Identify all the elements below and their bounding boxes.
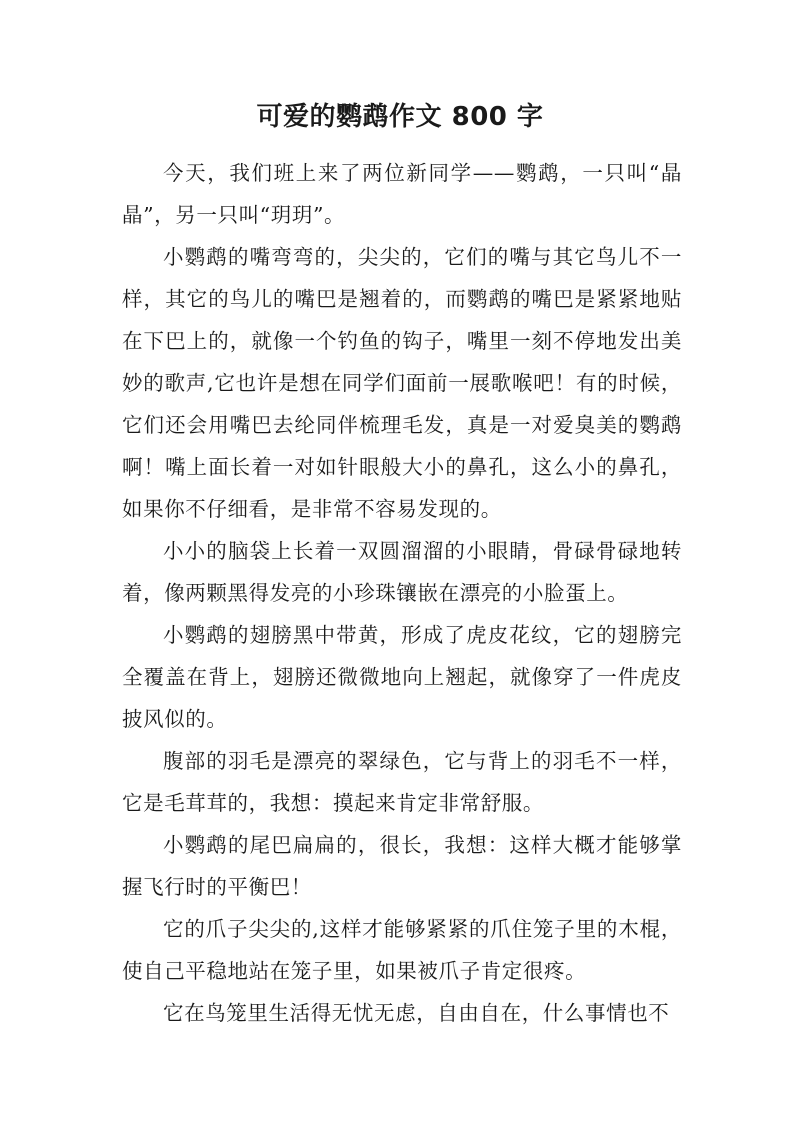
paragraph: 腹部的羽毛是漂亮的翠绿色，它与背上的羽毛不一样，它是毛茸茸的，我想：摸起来肯定非常舒服。 [122, 749, 682, 815]
paragraph: 今天，我们班上来了两位新同学——鹦鹉，一只叫“晶晶”，另一只叫“玥玥”。 [122, 161, 682, 227]
paragraph: 小鹦鹉的嘴弯弯的，尖尖的，它们的嘴与其它鸟儿不一样，其它的鸟儿的嘴巴是翘着的，而鹦鹉的嘴巴是紧紧地贴在下巴上的，就像一个钓鱼的钩子，嘴里一刻不停地发出美妙的歌声,它也许是想在同学们面前一展歌喉吧！有的时候，它们还会用嘴巴去纶同伴梳理毛发，真是一对爱臭美的鹦鹉啊！嘴上面长着一对如针眼般大小的鼻孔，这么小的鼻孔，如果你不仔细看，是非常不容易发现的。 [122, 245, 682, 521]
document-body [122, 152, 682, 1131]
paragraph: 小鹦鹉的翅膀黑中带黄，形成了虎皮花纹，它的翅膀完全覆盖在背上，翅膀还微微地向上翘起，就像穿了一件虎皮披风似的。 [122, 623, 682, 731]
paragraph: 它在鸟笼里生活得无忧无虑，自由自在，什么事情也不 [163, 1001, 670, 1025]
paragraph: 小小的脑袋上长着一双圆溜溜的小眼睛，骨碌骨碌地转着，像两颗黑得发亮的小珍珠镶嵌在漂亮的小脸蛋上。 [122, 539, 682, 605]
document-title: 可爱的鹦鹉作文 800 字 [256, 102, 544, 132]
paragraph: 它的爪子尖尖的,这样才能够紧紧的爪住笼子里的木棍，使自己平稳地站在笼子里，如果被爪子肯定很疼。 [122, 917, 682, 983]
paragraph: 小鹦鹉的尾巴扁扁的，很长，我想：这样大概才能够掌握飞行时的平衡巴！ [122, 833, 682, 899]
